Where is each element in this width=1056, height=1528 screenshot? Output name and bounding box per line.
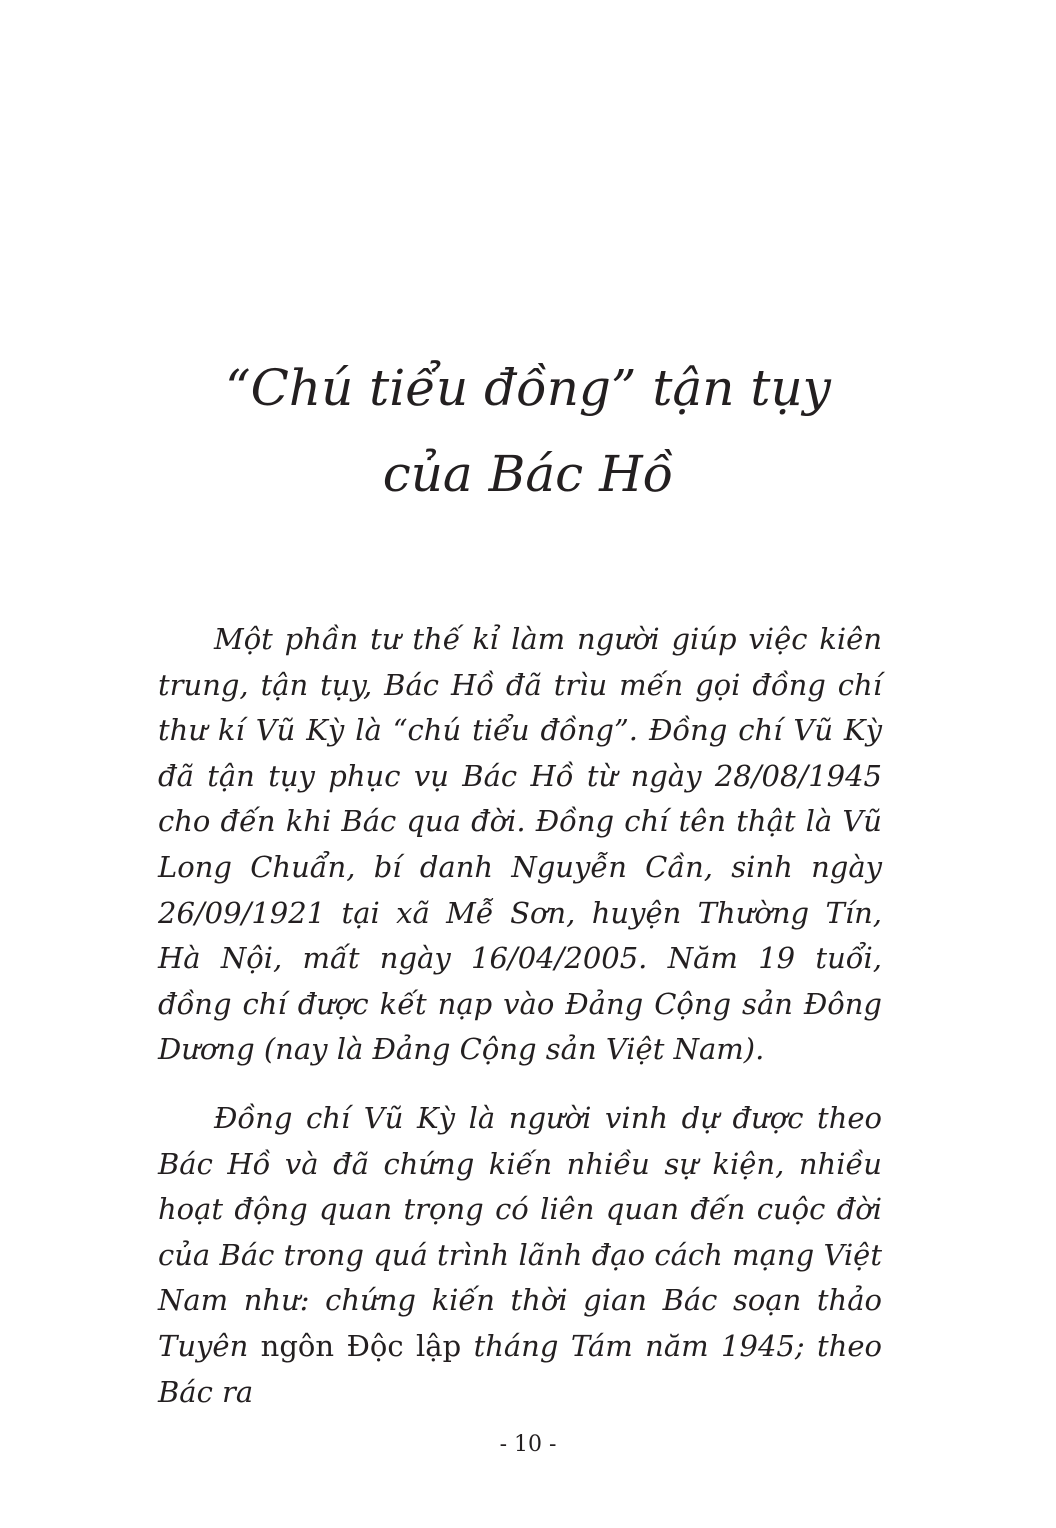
page-number: - 10 - — [499, 1432, 557, 1457]
paragraph-2-text-a: Đồng chí Vũ Kỳ là người vinh dự được theo Bác Hồ và đã chứng kiến nhiều sự kiện, nhiều hoạt động quan trọng có liên quan đến cuộc đời của Bác trong quá trình lãnh đạo cách mạng Việt Nam như: chứng kiến thời gian Bác soạn thảo Tuyên — [158, 1100, 882, 1363]
body-text — [158, 617, 882, 1415]
chapter-title — [0, 345, 1056, 517]
paragraph-1: Một phần tư thế kỉ làm người giúp việc kiên trung, tận tụy, Bác Hồ đã trìu mến gọi đồng chí thư kí Vũ Kỳ là “chú tiểu đồng”. Đồng chí Vũ Kỳ đã tận tụy phục vụ Bác Hồ từ ngày 28/08/1945 cho đến khi Bác qua đời. Đồng chí tên thật là Vũ Long Chuẩn, bí danh Nguyễn Cần, sinh ngày 26/09/1921 tại xã Mễ Sơn, huyện Thường Tín, Hà Nội, mất ngày 16/04/2005. Năm 19 tuổi, đồng chí được kết nạp vào Đảng Cộng sản Đông Dương (nay là Đảng Cộng sản Việt Nam). — [158, 622, 882, 1067]
paragraph-2 — [158, 1096, 882, 1415]
chapter-title-line-1: “Chú tiểu đồng” tận tụy — [225, 359, 831, 417]
chapter-title-line-2: của Bác Hồ — [382, 445, 674, 503]
paragraph-2-text-b: tháng Tám năm 1945; theo Bác ra — [158, 1328, 882, 1409]
paragraph-2-document-name: ngôn Độc lập — [260, 1328, 462, 1363]
